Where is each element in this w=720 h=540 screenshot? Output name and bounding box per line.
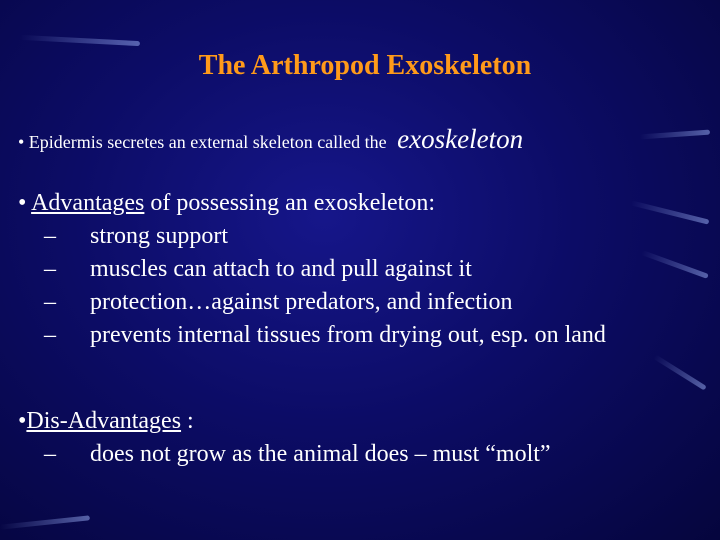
- disadvantages-heading-row: [18, 405, 551, 438]
- list-item-text: prevents internal tissues from drying out, esp. on land: [90, 322, 606, 348]
- decor-streak: [20, 35, 140, 46]
- dash-glyph: –: [44, 322, 56, 348]
- intro-text: • Epidermis secretes an external skeleton called the: [18, 132, 387, 152]
- dash-glyph: –: [44, 223, 56, 249]
- list-item: [18, 286, 606, 319]
- list-item: [18, 220, 606, 253]
- intro-emphasis: exoskeleton: [397, 124, 524, 154]
- decor-streak: [640, 130, 710, 140]
- advantages-heading-rest: of possessing an exoskeleton:: [144, 190, 436, 216]
- advantages-heading-row: [18, 187, 606, 220]
- dash-glyph: –: [44, 256, 56, 282]
- list-item-text: protection…against predators, and infection: [90, 289, 513, 315]
- disadvantages-heading-rest: :: [181, 408, 194, 434]
- decor-streak: [653, 354, 707, 390]
- dash-glyph: –: [44, 441, 56, 467]
- intro-line: [18, 124, 523, 155]
- decor-streak: [641, 250, 708, 279]
- bullet-glyph: •: [18, 408, 27, 434]
- dash-glyph: –: [44, 289, 56, 315]
- decor-streak: [631, 200, 710, 224]
- decor-streak: [0, 515, 90, 529]
- advantages-block: [18, 187, 606, 352]
- list-item-text: does not grow as the animal does – must “molt”: [90, 441, 551, 467]
- disadvantages-heading: Dis-Advantages: [26, 408, 182, 434]
- list-item-text: muscles can attach to and pull against it: [90, 256, 472, 282]
- list-item: [18, 319, 606, 352]
- advantages-heading: Advantages: [31, 190, 145, 216]
- list-item: [18, 253, 606, 286]
- disadvantages-block: [18, 405, 551, 471]
- list-item-text: strong support: [90, 223, 228, 249]
- list-item: [18, 438, 551, 471]
- slide-title: The Arthropod Exoskeleton: [198, 50, 532, 81]
- bullet-glyph: •: [18, 190, 27, 216]
